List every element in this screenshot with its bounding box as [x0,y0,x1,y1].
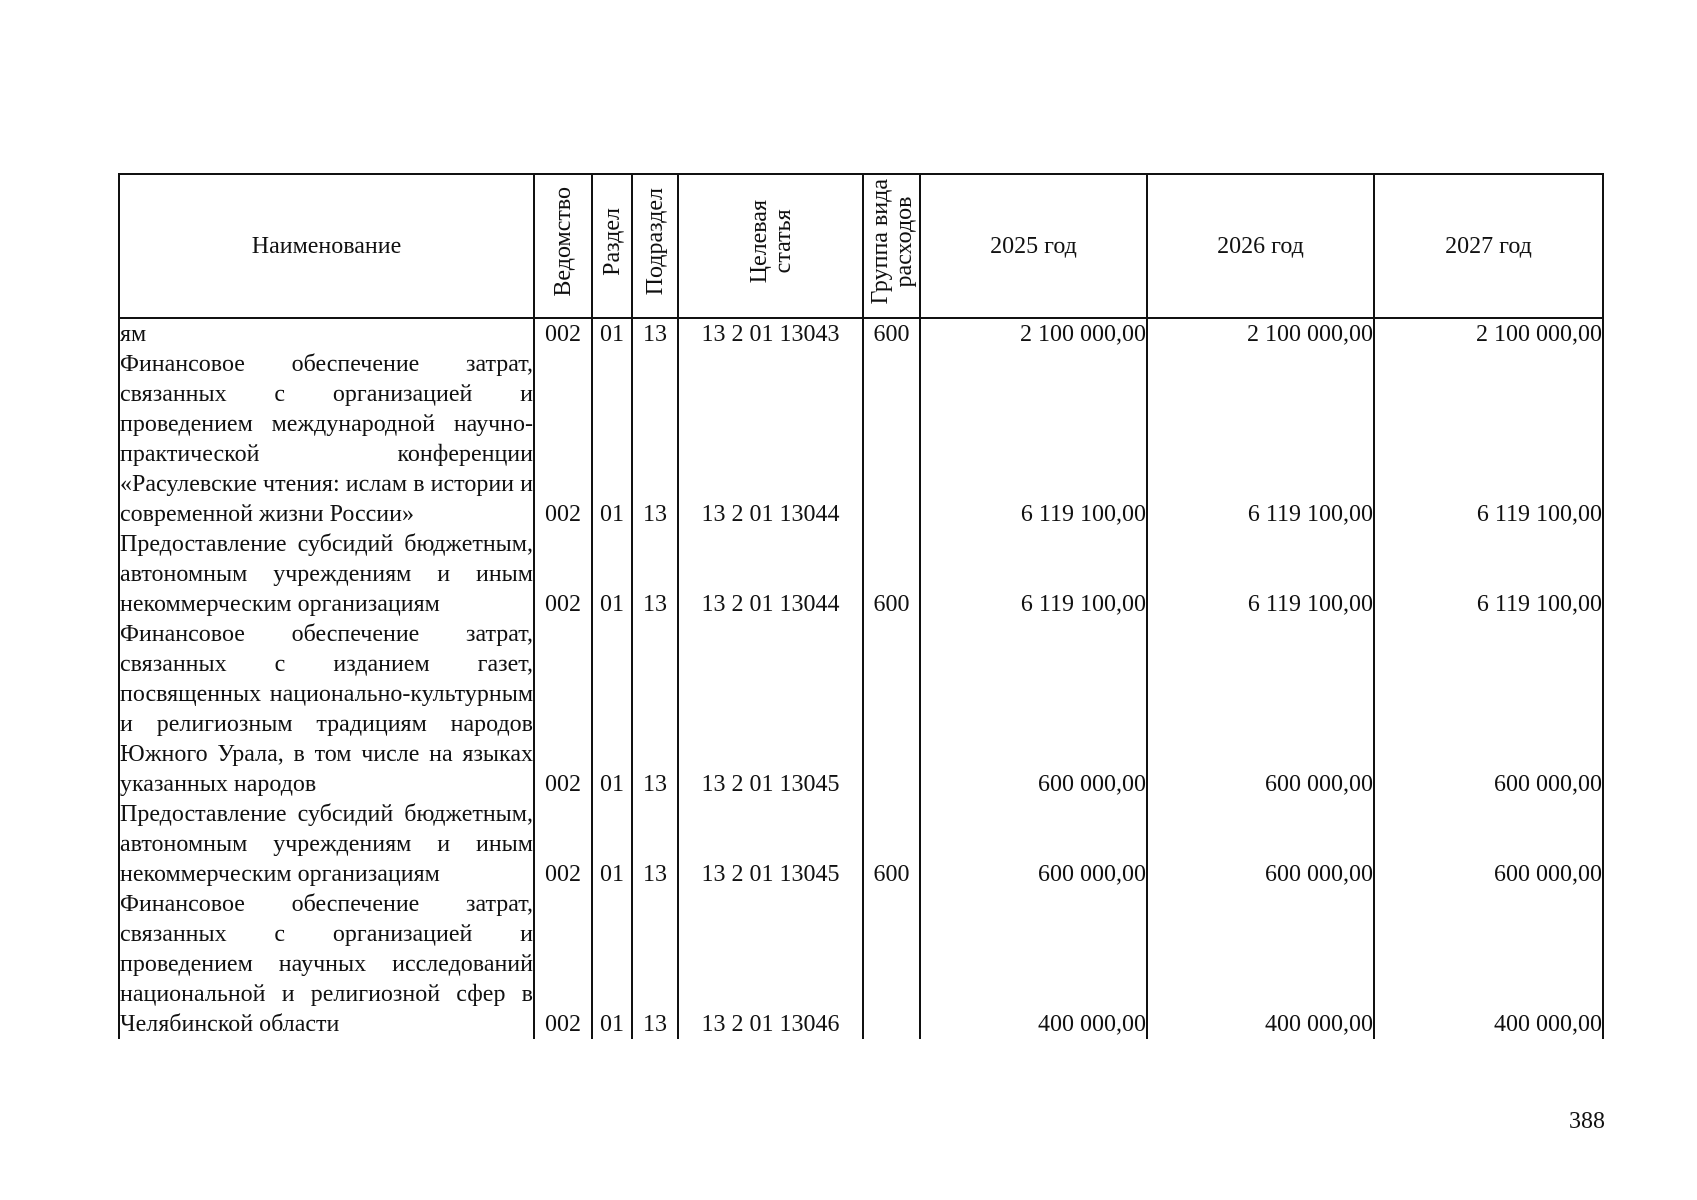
row-value-2027: 400 000,00 [1374,889,1603,1039]
header-subsection: Подраздел [632,174,678,318]
row-value-2025: 6 119 100,00 [920,529,1147,619]
row-value-2025: 600 000,00 [920,799,1147,889]
row-section: 01 [592,318,632,349]
row-subsection: 13 [632,349,678,529]
row-target-article: 13 2 01 13043 [678,318,863,349]
row-expense-group [863,349,920,529]
row-target-article: 13 2 01 13046 [678,889,863,1039]
row-name: Финансовое обеспечение затрат, связанных с изданием газет, посвященных национально-культурным и религиозным традициям народов Южного Урала, в том числе на языках указанных народов [120,621,533,797]
row-value-2027: 2 100 000,00 [1374,318,1603,349]
row-value-2026: 6 119 100,00 [1147,529,1374,619]
row-name: Предоставление субсидий бюджетным, автономным учреждениям и иным некоммерческим организациям [120,531,533,617]
row-department: 002 [534,799,592,889]
row-value-2027: 6 119 100,00 [1374,349,1603,529]
row-subsection: 13 [632,889,678,1039]
header-year-2026: 2026 год [1147,174,1374,318]
row-name: Финансовое обеспечение затрат, связанных с организацией и проведением научных исследований национальной и религиозной сфер в Челябинской области [120,891,533,1037]
row-target-article: 13 2 01 13044 [678,529,863,619]
row-section: 01 [592,799,632,889]
row-value-2025: 400 000,00 [920,889,1147,1039]
row-value-2027: 6 119 100,00 [1374,529,1603,619]
row-value-2026: 600 000,00 [1147,799,1374,889]
header-name: Наименование [119,174,534,318]
row-expense-group [863,889,920,1039]
header-target-article: Целевая статья [678,174,863,318]
row-value-2027: 600 000,00 [1374,619,1603,799]
header-year-2027: 2027 год [1374,174,1603,318]
row-value-2025: 6 119 100,00 [920,349,1147,529]
row-value-2026: 400 000,00 [1147,889,1374,1039]
row-expense-group: 600 [863,529,920,619]
row-expense-group: 600 [863,318,920,349]
row-value-2025: 600 000,00 [920,619,1147,799]
row-value-2027: 600 000,00 [1374,799,1603,889]
row-subsection: 13 [632,799,678,889]
row-value-2026: 600 000,00 [1147,619,1374,799]
page-number: 388 [1569,1108,1605,1134]
table-row [119,349,1603,529]
row-subsection: 13 [632,318,678,349]
row-department: 002 [534,619,592,799]
table-row [119,529,1603,619]
row-target-article: 13 2 01 13045 [678,619,863,799]
row-expense-group: 600 [863,799,920,889]
row-department: 002 [534,889,592,1039]
row-department: 002 [534,349,592,529]
header-section: Раздел [592,174,632,318]
table-header-row [119,174,1603,318]
row-expense-group [863,619,920,799]
row-section: 01 [592,349,632,529]
row-name: ям [119,318,534,349]
row-section: 01 [592,619,632,799]
table-row [119,619,1603,799]
row-value-2025: 2 100 000,00 [920,318,1147,349]
header-year-2025: 2025 год [920,174,1147,318]
row-name: Предоставление субсидий бюджетным, автономным учреждениям и иным некоммерческим организациям [120,801,533,887]
row-department: 002 [534,318,592,349]
row-target-article: 13 2 01 13045 [678,799,863,889]
row-name: Финансовое обеспечение затрат, связанных с организацией и проведением международной научно-практической конференции «Расулевские чтения: ислам в истории и современной жизни России» [120,351,533,527]
table-row [119,318,1603,349]
row-subsection: 13 [632,529,678,619]
header-department: Ведомство [534,174,592,318]
row-target-article: 13 2 01 13044 [678,349,863,529]
budget-table [118,173,1604,1039]
table-row [119,889,1603,1039]
row-value-2026: 6 119 100,00 [1147,349,1374,529]
row-value-2026: 2 100 000,00 [1147,318,1374,349]
table-row [119,799,1603,889]
row-section: 01 [592,889,632,1039]
row-department: 002 [534,529,592,619]
row-subsection: 13 [632,619,678,799]
row-section: 01 [592,529,632,619]
header-expense-group: Группа вида расходов [863,174,920,318]
